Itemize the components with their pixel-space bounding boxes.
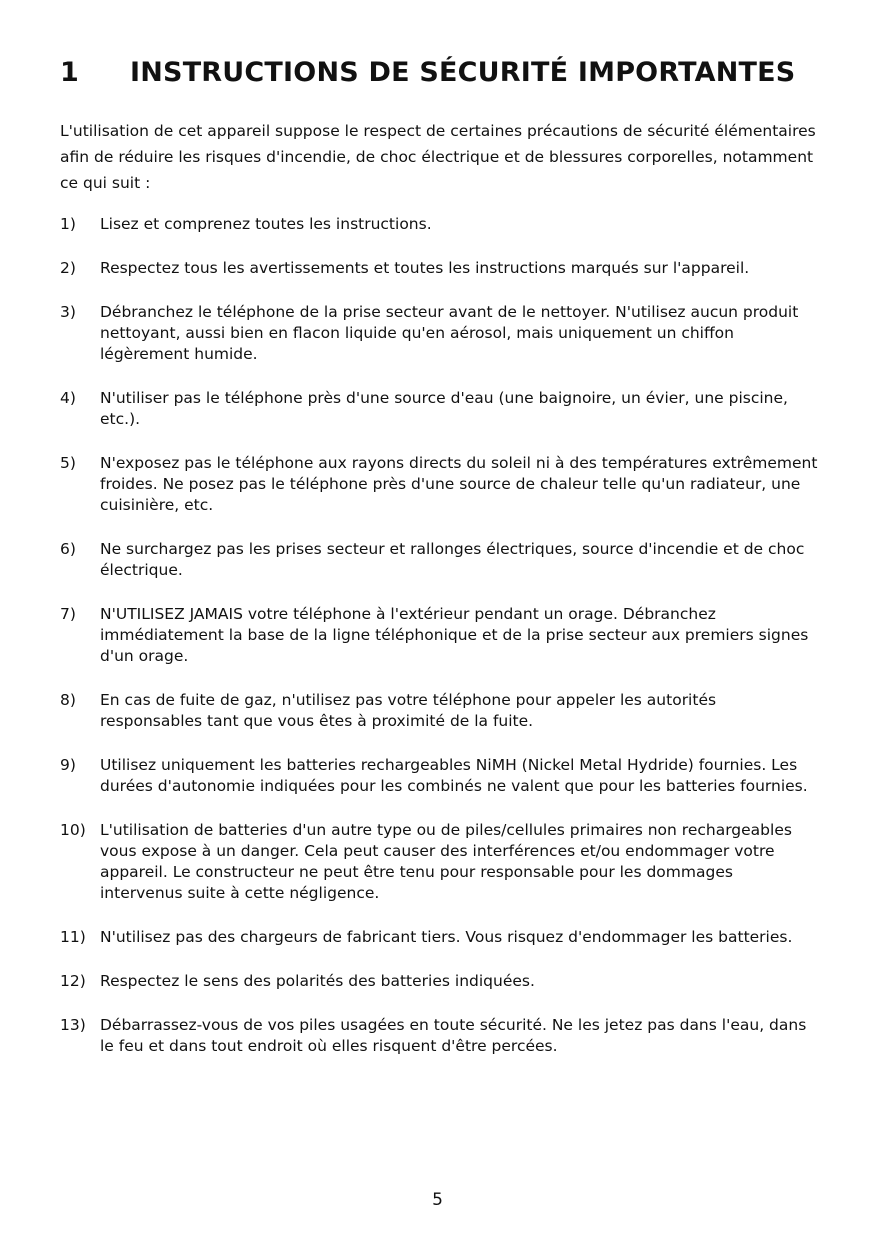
list-item-text: Débranchez le téléphone de la prise secteur avant de le nettoyer. N'utilisez aucun produit nettoyant, aussi bien en flacon liquide qu'en aérosol, mais uniquement un chiffon légèrement humide. — [100, 303, 799, 363]
list-item — [60, 453, 820, 516]
list-item-number: 7) — [60, 605, 76, 623]
list-item-text: Lisez et comprenez toutes les instructions. — [100, 215, 432, 233]
list-item-text: Utilisez uniquement les batteries rechargeables NiMH (Nickel Metal Hydride) fournies. Les durées d'autonomie indiquées pour les combinés ne valent que pour les batteries fournies. — [100, 756, 808, 795]
list-item-text: Débarrassez-vous de vos piles usagées en toute sécurité. Ne les jetez pas dans l'eau, dans le feu et dans tout endroit où elles risquent d'être percées. — [100, 1016, 807, 1055]
list-item — [60, 388, 820, 430]
section-title: INSTRUCTIONS DE SÉCURITÉ IMPORTANTES — [130, 57, 796, 88]
list-item-text: Respectez le sens des polarités des batteries indiquées. — [100, 972, 535, 990]
list-item-number: 11) — [60, 928, 86, 946]
section-heading — [60, 55, 820, 91]
list-item-number: 4) — [60, 389, 76, 407]
list-item — [60, 214, 820, 235]
list-item-number: 9) — [60, 756, 76, 774]
list-item — [60, 539, 820, 581]
page-number: 5 — [432, 1190, 443, 1210]
list-item-number: 3) — [60, 303, 76, 321]
document-page — [60, 55, 820, 1080]
list-item — [60, 820, 820, 904]
list-item-text: N'utilisez pas des chargeurs de fabricant tiers. Vous risquez d'endommager les batteries. — [100, 928, 793, 946]
list-item-number: 2) — [60, 259, 76, 277]
list-item-text: En cas de fuite de gaz, n'utilisez pas votre téléphone pour appeler les autorités responsables tant que vous êtes à proximité de la fuite. — [100, 691, 717, 730]
list-item-text: N'UTILISEZ JAMAIS votre téléphone à l'extérieur pendant un orage. Débranchez immédiatement la base de la ligne téléphonique et de la prise secteur aux premiers signes d'un orage. — [100, 605, 809, 665]
list-item — [60, 1015, 820, 1057]
list-item-text: N'utiliser pas le téléphone près d'une source d'eau (une baignoire, un évier, une piscine, etc.). — [100, 389, 788, 428]
list-item-text: L'utilisation de batteries d'un autre type ou de piles/cellules primaires non rechargeables vous expose à un danger. Cela peut causer des interférences et/ou endommager votre appareil. Le constructeur ne peut être tenu pour responsable pour les dommages intervenus suite à cette négligence. — [100, 821, 792, 902]
list-item-number: 1) — [60, 215, 76, 233]
intro-paragraph: L'utilisation de cet appareil suppose le respect de certaines précautions de sécurité élémentaires afin de réduire les risques d'incendie, de choc électrique et de blessures corporelles, notamment ce qui suit : — [60, 122, 816, 192]
section-number: 1 — [60, 57, 79, 88]
list-item-number: 6) — [60, 540, 76, 558]
list-item — [60, 258, 820, 279]
list-item-number: 13) — [60, 1016, 86, 1034]
list-item — [60, 690, 820, 732]
list-item — [60, 971, 820, 992]
list-item-number: 5) — [60, 454, 76, 472]
list-item-number: 10) — [60, 821, 86, 839]
list-item-text: Ne surchargez pas les prises secteur et rallonges électriques, source d'incendie et de choc électrique. — [100, 540, 805, 579]
list-item-number: 8) — [60, 691, 76, 709]
list-item — [60, 927, 820, 948]
list-item — [60, 604, 820, 667]
list-item-text: N'exposez pas le téléphone aux rayons directs du soleil ni à des températures extrêmement froides. Ne posez pas le téléphone près d'une source de chaleur telle qu'un radiateur, une cuisinière, etc. — [100, 454, 818, 514]
list-item — [60, 755, 820, 797]
list-item — [60, 302, 820, 365]
list-item-number: 12) — [60, 972, 86, 990]
list-item-text: Respectez tous les avertissements et toutes les instructions marqués sur l'appareil. — [100, 259, 750, 277]
safety-instructions-list — [60, 214, 820, 1057]
